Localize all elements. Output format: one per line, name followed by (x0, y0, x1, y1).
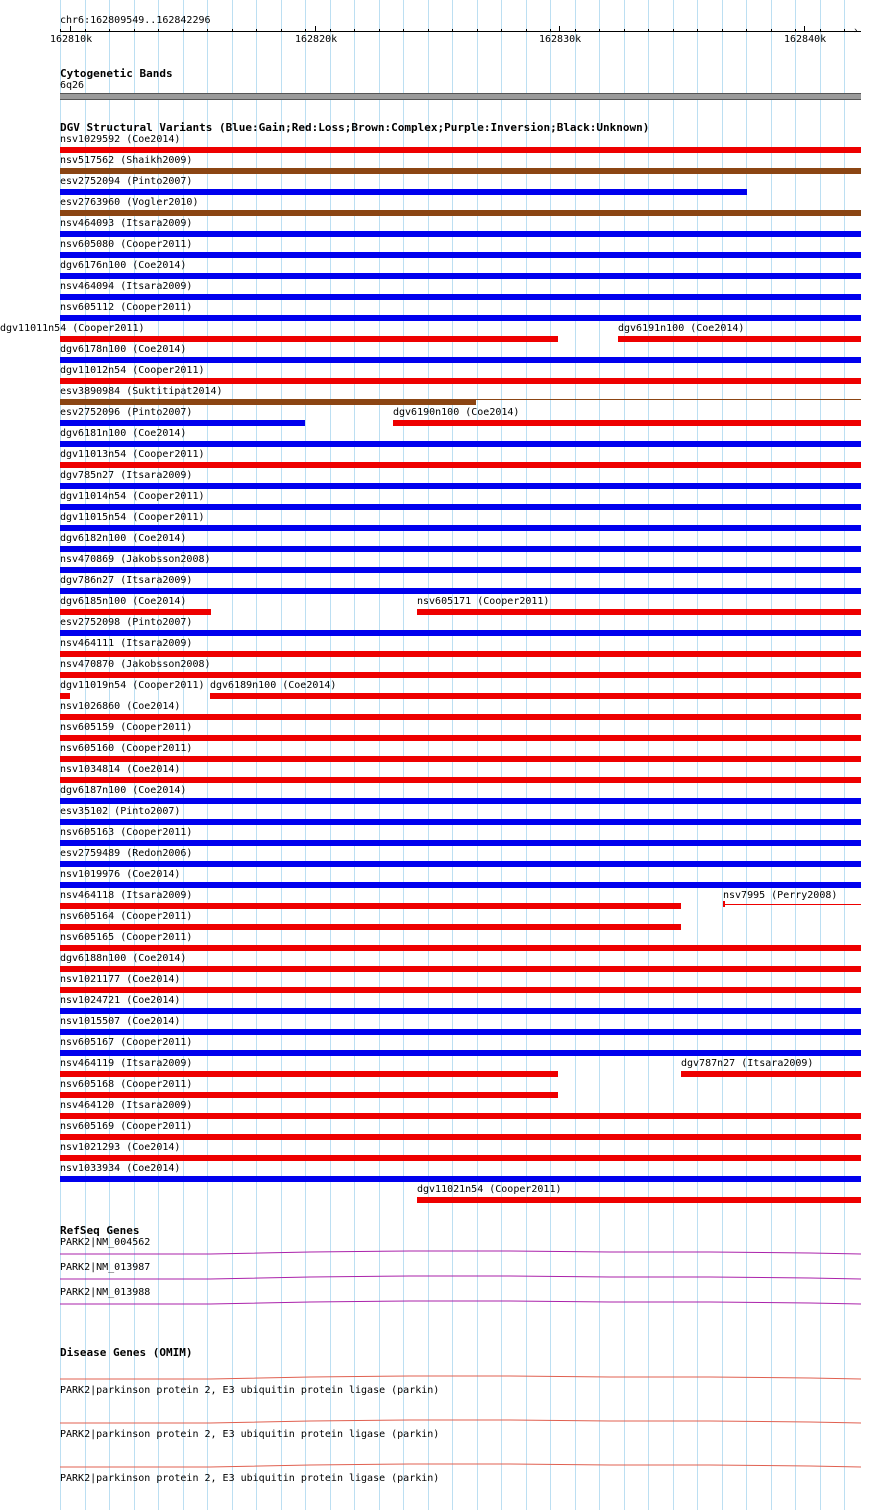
grid-line (550, 0, 551, 1510)
variant-bar[interactable] (60, 273, 861, 279)
refseq-track-title: RefSeq Genes (60, 1224, 140, 1237)
variant-label: dgv6178n100 (Coe2014) (60, 344, 187, 355)
gene-path (60, 1464, 861, 1467)
variant-bar[interactable] (60, 567, 861, 573)
variant-bar[interactable] (60, 609, 211, 615)
variant-label: nsv605165 (Cooper2011) (60, 932, 193, 943)
variant-label: dgv6187n100 (Coe2014) (60, 785, 187, 796)
grid-line (452, 0, 453, 1510)
gene-path (60, 1301, 861, 1304)
grid-line (501, 0, 502, 1510)
variant-label: nsv1034814 (Coe2014) (60, 764, 181, 775)
variant-bar[interactable] (60, 546, 861, 552)
cytoband-track-title: Cytogenetic Bands (60, 67, 173, 80)
variant-bar[interactable] (723, 904, 861, 905)
variant-bar[interactable] (60, 357, 861, 363)
variant-bar[interactable] (60, 189, 747, 195)
variant-label: nsv605168 (Cooper2011) (60, 1079, 193, 1090)
variant-label: dgv786n27 (Itsara2009) (60, 575, 193, 586)
variant-bar[interactable] (60, 168, 861, 174)
minor-tick (452, 29, 453, 31)
variant-label: nsv605169 (Cooper2011) (60, 1121, 193, 1132)
variant-bar[interactable] (60, 1134, 861, 1140)
cytoband-bar[interactable] (60, 93, 861, 100)
variant-bar[interactable] (60, 840, 861, 846)
refseq-gene-line[interactable] (0, 1271, 890, 1283)
minor-tick (795, 29, 796, 31)
variant-bar[interactable] (60, 798, 861, 804)
variant-bar[interactable] (60, 483, 861, 489)
variant-label: esv3890984 (Suktitipat2014) (60, 386, 223, 397)
tick-label: 162840k (784, 34, 827, 45)
major-tick (70, 26, 71, 31)
minor-tick (428, 29, 429, 31)
minor-tick (354, 29, 355, 31)
grid-line (256, 0, 257, 1510)
grid-line (428, 0, 429, 1510)
variant-bar[interactable] (60, 504, 861, 510)
variant-bar[interactable] (60, 987, 861, 993)
variant-label: nsv517562 (Shaikh2009) (60, 155, 193, 166)
minor-tick (673, 29, 674, 31)
variant-label: esv2752098 (Pinto2007) (60, 617, 193, 628)
grid-line (648, 0, 649, 1510)
variant-bar[interactable] (60, 336, 558, 342)
minor-tick (403, 29, 404, 31)
variant-label: dgv11012n54 (Cooper2011) (60, 365, 205, 376)
variant-bar[interactable] (60, 231, 861, 237)
variant-bar[interactable] (60, 966, 861, 972)
variant-bar[interactable] (417, 1197, 861, 1203)
gene-path (60, 1251, 861, 1254)
ruler-line (60, 31, 861, 32)
grid-line (477, 0, 478, 1510)
major-tick (315, 26, 316, 31)
variant-extension-line (476, 399, 861, 400)
minor-tick (501, 29, 502, 31)
variant-bar[interactable] (60, 945, 861, 951)
minor-tick (599, 29, 600, 31)
tick-label: 162830k (539, 34, 582, 45)
variant-label: dgv6181n100 (Coe2014) (60, 428, 187, 439)
grid-line (844, 0, 845, 1510)
minor-tick (648, 29, 649, 31)
tick-label: 162820k (295, 34, 338, 45)
variant-label: nsv464094 (Itsara2009) (60, 281, 193, 292)
refseq-gene-label[interactable]: PARK2|NM_013988 (60, 1287, 151, 1298)
gene-path (60, 1276, 861, 1279)
grid-line (281, 0, 282, 1510)
variant-bar[interactable] (60, 693, 70, 699)
grid-line (379, 0, 380, 1510)
variant-bar[interactable] (60, 630, 861, 636)
variant-bar[interactable] (60, 1029, 861, 1035)
variant-label: nsv605159 (Cooper2011) (60, 722, 193, 733)
minor-tick (379, 29, 380, 31)
grid-line (403, 0, 404, 1510)
tick-label: 162810k (50, 34, 93, 45)
omim-gene-label[interactable]: PARK2|parkinson protein 2, E3 ubiquitin protein ligase (parkin) (60, 1429, 440, 1440)
minor-tick (820, 29, 821, 31)
grid-line (722, 0, 723, 1510)
variant-label: dgv11013n54 (Cooper2011) (60, 449, 205, 460)
grid-line (599, 0, 600, 1510)
variant-label: nsv464118 (Itsara2009) (60, 890, 193, 901)
variant-bar[interactable] (60, 1155, 861, 1161)
minor-tick (697, 29, 698, 31)
variant-label: nsv464120 (Itsara2009) (60, 1100, 193, 1111)
grid-line (232, 0, 233, 1510)
minor-tick (281, 29, 282, 31)
grid-line (207, 0, 208, 1510)
variant-label: dgv6191n100 (Coe2014) (618, 323, 745, 334)
variant-bar[interactable] (60, 1008, 861, 1014)
variant-bar[interactable] (60, 210, 861, 216)
refseq-gene-label[interactable]: PARK2|NM_004562 (60, 1237, 151, 1248)
grid-line (354, 0, 355, 1510)
variant-label: dgv11021n54 (Cooper2011) (417, 1184, 562, 1195)
variant-label: esv2752096 (Pinto2007) (60, 407, 193, 418)
variant-label: dgv11015n54 (Cooper2011) (60, 512, 205, 523)
grid-line (697, 0, 698, 1510)
variant-bar[interactable] (60, 399, 476, 405)
variant-label: nsv470870 (Jakobsson2008) (60, 659, 211, 670)
minor-tick (305, 29, 306, 31)
variant-label: esv2763960 (Vogler2010) (60, 197, 199, 208)
refseq-gene-line[interactable] (0, 1296, 890, 1308)
grid-line (746, 0, 747, 1510)
variant-label: nsv605167 (Cooper2011) (60, 1037, 193, 1048)
variant-bar[interactable] (60, 882, 861, 888)
variant-bar[interactable] (210, 693, 861, 699)
minor-tick (771, 29, 772, 31)
minor-tick (722, 29, 723, 31)
grid-line (673, 0, 674, 1510)
grid-line (795, 0, 796, 1510)
variant-bar[interactable] (60, 252, 861, 258)
variant-bar[interactable] (60, 462, 861, 468)
minor-tick (109, 29, 110, 31)
variant-label: nsv1021293 (Coe2014) (60, 1142, 181, 1153)
variant-label: dgv787n27 (Itsara2009) (681, 1058, 814, 1069)
variant-label: dgv6185n100 (Coe2014) (60, 596, 187, 607)
variant-label: nsv1024721 (Coe2014) (60, 995, 181, 1006)
grid-line (526, 0, 527, 1510)
variant-bar[interactable] (60, 861, 861, 867)
variant-label: nsv464119 (Itsara2009) (60, 1058, 193, 1069)
omim-track-title: Disease Genes (OMIM) (60, 1346, 193, 1359)
grid-line (771, 0, 772, 1510)
variant-label: nsv605164 (Cooper2011) (60, 911, 193, 922)
variant-bar[interactable] (417, 609, 861, 615)
variant-bar[interactable] (60, 1113, 861, 1119)
minor-tick (844, 29, 845, 31)
grid-line (330, 0, 331, 1510)
variant-tick (723, 901, 725, 907)
minor-tick (134, 29, 135, 31)
grid-line (624, 0, 625, 1510)
minor-tick (232, 29, 233, 31)
minor-tick (624, 29, 625, 31)
dgv-track-title: DGV Structural Variants (Blue:Gain;Red:Loss;Brown:Complex;Purple:Inversion;Black:Unknown) (60, 121, 650, 134)
variant-bar[interactable] (60, 441, 861, 447)
variant-bar[interactable] (60, 1071, 558, 1077)
variant-label: nsv605171 (Cooper2011) (417, 596, 550, 607)
variant-label: dgv11011n54 (Cooper2011) (0, 323, 145, 334)
minor-tick (746, 29, 747, 31)
variant-label: nsv605163 (Cooper2011) (60, 827, 193, 838)
variant-label: dgv11014n54 (Cooper2011) (60, 491, 205, 502)
variant-label: esv35102 (Pinto2007) (60, 806, 181, 817)
variant-label: dgv11019n54 (Cooper2011) (60, 680, 205, 691)
variant-bar[interactable] (60, 420, 305, 426)
variant-bar[interactable] (618, 336, 861, 342)
omim-gene-label[interactable]: PARK2|parkinson protein 2, E3 ubiquitin protein ligase (parkin) (60, 1385, 440, 1396)
minor-tick (85, 29, 86, 31)
variant-bar[interactable] (60, 651, 861, 657)
variant-bar[interactable] (60, 819, 861, 825)
variant-bar[interactable] (60, 315, 861, 321)
variant-bar[interactable] (60, 378, 861, 384)
variant-label: dgv6188n100 (Coe2014) (60, 953, 187, 964)
variant-bar[interactable] (60, 714, 861, 720)
minor-tick (550, 29, 551, 31)
refseq-gene-line[interactable] (0, 1246, 890, 1258)
variant-label: dgv6189n100 (Coe2014) (210, 680, 337, 691)
variant-label: dgv785n27 (Itsara2009) (60, 470, 193, 481)
variant-label: dgv6190n100 (Coe2014) (393, 407, 520, 418)
gene-path (60, 1376, 861, 1379)
variant-label: nsv464111 (Itsara2009) (60, 638, 193, 649)
variant-label: nsv605080 (Cooper2011) (60, 239, 193, 250)
variant-label: esv2752094 (Pinto2007) (60, 176, 193, 187)
variant-label: nsv1015507 (Coe2014) (60, 1016, 181, 1027)
minor-tick (256, 29, 257, 31)
variant-bar[interactable] (60, 1092, 558, 1098)
cytoband-label: 6q26 (60, 80, 85, 91)
minor-tick (477, 29, 478, 31)
variant-label: nsv1029592 (Coe2014) (60, 134, 181, 145)
variant-label: nsv1019976 (Coe2014) (60, 869, 181, 880)
variant-bar[interactable] (60, 903, 681, 909)
variant-bar[interactable] (60, 777, 861, 783)
omim-gene-line[interactable] (0, 1415, 890, 1427)
variant-label: nsv605160 (Cooper2011) (60, 743, 193, 754)
variant-bar[interactable] (60, 924, 681, 930)
ruler-arrow-icon: › (853, 26, 859, 36)
variant-label: nsv605112 (Cooper2011) (60, 302, 193, 313)
variant-bar[interactable] (681, 1071, 861, 1077)
variant-bar[interactable] (60, 1050, 861, 1056)
grid-line (575, 0, 576, 1510)
omim-gene-line[interactable] (0, 1459, 890, 1471)
grid-line (305, 0, 306, 1510)
omim-gene-line[interactable] (0, 1371, 890, 1383)
variant-label: esv2759489 (Redon2006) (60, 848, 193, 859)
refseq-gene-label[interactable]: PARK2|NM_013987 (60, 1262, 151, 1273)
variant-bar[interactable] (60, 756, 861, 762)
variant-bar[interactable] (60, 1176, 861, 1182)
minor-tick (207, 29, 208, 31)
variant-label: nsv464093 (Itsara2009) (60, 218, 193, 229)
variant-bar[interactable] (60, 294, 861, 300)
gene-path (60, 1420, 861, 1423)
major-tick (559, 26, 560, 31)
variant-label: dgv6176n100 (Coe2014) (60, 260, 187, 271)
location-label: chr6:162809549..162842296 (60, 15, 211, 26)
variant-bar[interactable] (60, 672, 861, 678)
minor-tick (60, 29, 61, 31)
variant-label: nsv1033934 (Coe2014) (60, 1163, 181, 1174)
omim-gene-label[interactable]: PARK2|parkinson protein 2, E3 ubiquitin protein ligase (parkin) (60, 1473, 440, 1484)
variant-bar[interactable] (393, 420, 861, 426)
variant-bar[interactable] (60, 588, 861, 594)
major-tick (804, 26, 805, 31)
variant-bar[interactable] (60, 525, 861, 531)
variant-bar[interactable] (60, 735, 861, 741)
variant-label: nsv1026860 (Coe2014) (60, 701, 181, 712)
variant-label: nsv470869 (Jakobsson2008) (60, 554, 211, 565)
variant-label: dgv6182n100 (Coe2014) (60, 533, 187, 544)
variant-label: nsv1021177 (Coe2014) (60, 974, 181, 985)
minor-tick (526, 29, 527, 31)
variant-label: nsv7995 (Perry2008) (723, 890, 838, 901)
variant-bar[interactable] (60, 147, 861, 153)
grid-line (820, 0, 821, 1510)
minor-tick (183, 29, 184, 31)
minor-tick (330, 29, 331, 31)
minor-tick (575, 29, 576, 31)
minor-tick (158, 29, 159, 31)
